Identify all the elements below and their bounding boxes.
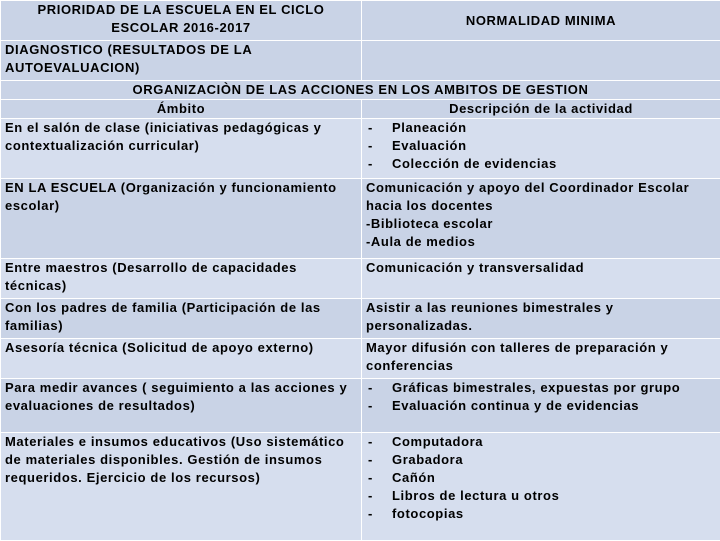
scope-cell: EN LA ESCUELA (Organización y funcionamiento escolar) xyxy=(1,179,362,259)
table-row xyxy=(1,259,720,299)
list-item: - Evaluación xyxy=(366,137,716,155)
description-cell: Asistir a las reuniones bimestrales y personalizadas. xyxy=(362,299,720,339)
list-item: - Evaluación continua y de evidencias xyxy=(366,397,716,415)
list-item: - Colección de evidencias xyxy=(366,155,716,173)
activity-list xyxy=(366,119,716,173)
table-row xyxy=(1,179,720,259)
diagnostic-row xyxy=(1,41,720,81)
description-cell: Mayor difusión con talleres de preparación y conferencias xyxy=(362,339,720,379)
priority-row xyxy=(1,1,720,41)
table-row xyxy=(1,339,720,379)
column-header-row xyxy=(1,100,720,119)
description-line: -Biblioteca escolar xyxy=(366,215,716,233)
diagnostic-value xyxy=(362,41,720,81)
description-cell xyxy=(362,433,720,541)
description-line: Comunicación y apoyo del Coordinador Escolar hacia los docentes xyxy=(366,179,716,215)
table-row xyxy=(1,119,720,179)
description-cell xyxy=(362,379,720,433)
column-header-description: Descripción de la actividad xyxy=(362,100,720,119)
list-item: - Planeación xyxy=(366,119,716,137)
list-item: - Grabadora xyxy=(366,451,716,469)
scope-cell: Asesoría técnica (Solicitud de apoyo externo) xyxy=(1,339,362,379)
activity-list xyxy=(366,379,716,415)
scope-cell: Materiales e insumos educativos (Uso sistemático de materiales disponibles. Gestión de insumos requeridos. Ejercicio de los recursos) xyxy=(1,433,362,541)
list-item: - Gráficas bimestrales, expuestas por grupo xyxy=(366,379,716,397)
description-cell xyxy=(362,119,720,179)
list-item: - Libros de lectura u otros xyxy=(366,487,716,505)
description-cell xyxy=(362,179,720,259)
organization-title: ORGANIZACIÒN DE LAS ACCIONES EN LOS AMBITOS DE GESTION xyxy=(1,81,720,100)
scope-cell: Para medir avances ( seguimiento a las acciones y evaluaciones de resultados) xyxy=(1,379,362,433)
scope-cell: En el salón de clase (iniciativas pedagógicas y contextualización curricular) xyxy=(1,119,362,179)
scope-cell: Entre maestros (Desarrollo de capacidades técnicas) xyxy=(1,259,362,299)
organization-title-row xyxy=(1,81,720,100)
list-item: - fotocopias xyxy=(366,505,716,523)
description-cell: Comunicación y transversalidad xyxy=(362,259,720,299)
scope-cell: Con los padres de familia (Participación de las familias) xyxy=(1,299,362,339)
priority-label: PRIORIDAD DE LA ESCUELA EN EL CICLO ESCOLAR 2016-2017 xyxy=(1,1,362,41)
priority-value: NORMALIDAD MINIMA xyxy=(362,1,720,41)
description-line: -Aula de medios xyxy=(366,233,716,251)
activity-list xyxy=(366,433,716,523)
table-row xyxy=(1,299,720,339)
column-header-scope: Ámbito xyxy=(1,100,362,119)
diagnostic-label: DIAGNOSTICO (RESULTADOS DE LA AUTOEVALUACION) xyxy=(1,41,362,81)
list-item: - Cañón xyxy=(366,469,716,487)
table-row xyxy=(1,433,720,541)
list-item: - Computadora xyxy=(366,433,716,451)
table-row xyxy=(1,379,720,433)
